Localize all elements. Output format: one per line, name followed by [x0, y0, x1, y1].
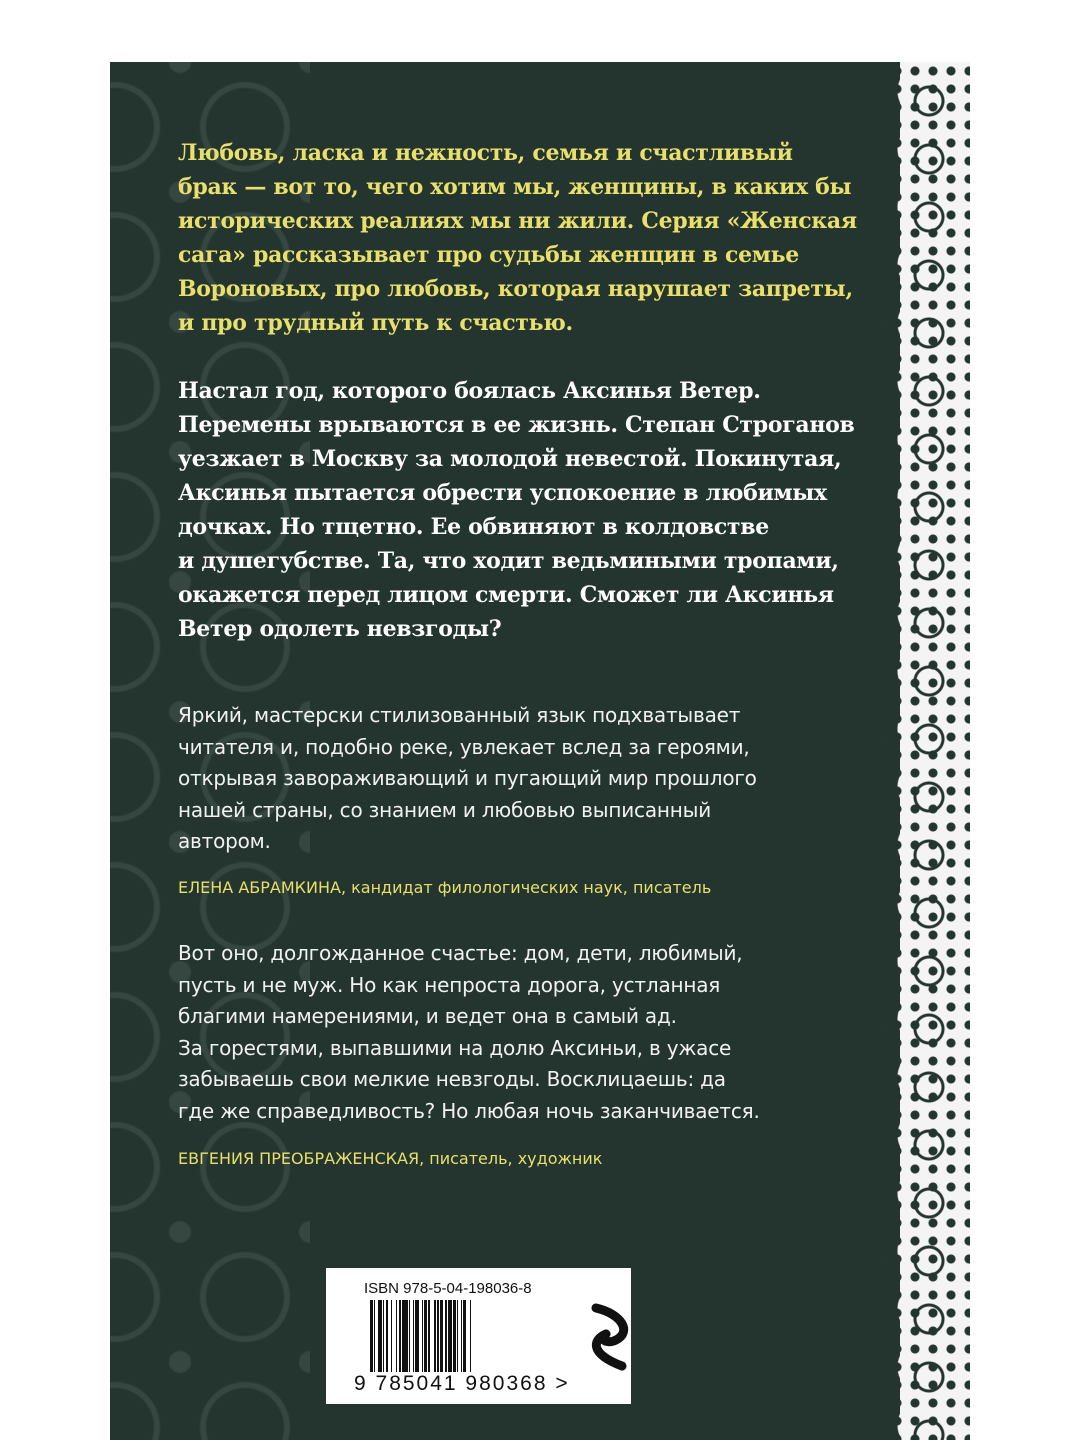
- review-author: ЕЛЕНА АБРАМКИНА: [178, 878, 341, 897]
- review-line: пусть и не муж. Но как непроста дорога, устланная: [178, 972, 721, 997]
- review-author-role: , кандидат филологических наук, писатель: [340, 878, 712, 897]
- review-line: автором.: [178, 829, 271, 853]
- review-quote: [178, 700, 757, 858]
- review-line: нашей страны, со знанием и любовью выписанный: [178, 797, 712, 822]
- lace-border: [860, 62, 970, 1440]
- synopsis-line: Аксинья пытается обрести успокоение в любимых: [178, 480, 827, 506]
- blurb-line: исторических реалиях мы ни жили. Серия «Женская: [178, 208, 857, 234]
- review-author-role: , писатель, художник: [419, 1149, 603, 1168]
- review-line: открывая завораживающий и пугающий мир прошлого: [178, 766, 757, 790]
- review-line: где же справедливость? Но любая ночь заканчивается.: [178, 1098, 760, 1123]
- barcode-panel: [326, 1268, 631, 1404]
- blurb-line: Вороновых, про любовь, которая нарушает запреты,: [178, 276, 853, 302]
- barcode: [370, 1300, 546, 1378]
- review-author: ЕВГЕНИЯ ПРЕОБРАЖЕНСКАЯ: [178, 1149, 420, 1168]
- review-quote: [178, 938, 760, 1127]
- review-attribution: [178, 878, 711, 897]
- synopsis-line: окажется перед лицом смерти. Сможет ли Аксинья: [178, 582, 834, 608]
- synopsis-line: дочках. Но тщетно. Ее обвиняют в колдовстве: [178, 514, 769, 540]
- book-back-cover: [110, 62, 970, 1440]
- synopsis-line: и душегубстве. Та, что ходит ведьмиными тропами,: [178, 548, 839, 574]
- synopsis-line: Настал год, которого боялась Аксинья Ветер.: [178, 378, 761, 404]
- synopsis-line: Ветер одолеть невзгоды?: [178, 616, 502, 642]
- blurb-line: брак — вот то, чего хотим мы, женщины, в каких бы: [178, 174, 852, 200]
- isbn-label: ISBN 978-5-04-198036-8: [364, 1280, 532, 1297]
- review-line: благими намерениями, и ведет она в самый ад.: [178, 1004, 677, 1028]
- synopsis-line: уезжает в Москву за молодой невестой. Покинутая,: [178, 446, 842, 472]
- series-blurb: [178, 136, 857, 340]
- blurb-line: сага» рассказывает про судьбы женщин в семье: [178, 242, 799, 268]
- barcode-bar: [471, 1300, 472, 1378]
- review-line: Вот оно, долгожданное счастье: дом, дети, любимый,: [178, 941, 743, 965]
- synopsis: [178, 374, 855, 646]
- review-line: За горестями, выпавшими на долю Аксиньи, в ужасе: [178, 1035, 732, 1060]
- ean-digits: 9 785041 980368 >: [354, 1372, 570, 1395]
- review-line: забываешь свои мелкие невзгоды. Восклицаешь: да: [178, 1067, 726, 1091]
- review-attribution: [178, 1149, 602, 1168]
- publisher-logo-icon: [582, 1298, 634, 1376]
- blurb-line: и про трудный путь к счастью.: [178, 310, 573, 336]
- synopsis-line: Перемены врываются в ее жизнь. Степан Строганов: [178, 412, 855, 438]
- review-line: читателя и, подобно реке, увлекает вслед за героями,: [178, 734, 750, 759]
- review-line: Яркий, мастерски стилизованный язык подхватывает: [178, 703, 741, 727]
- blurb-line: Любовь, ласка и нежность, семья и счастливый: [178, 140, 793, 166]
